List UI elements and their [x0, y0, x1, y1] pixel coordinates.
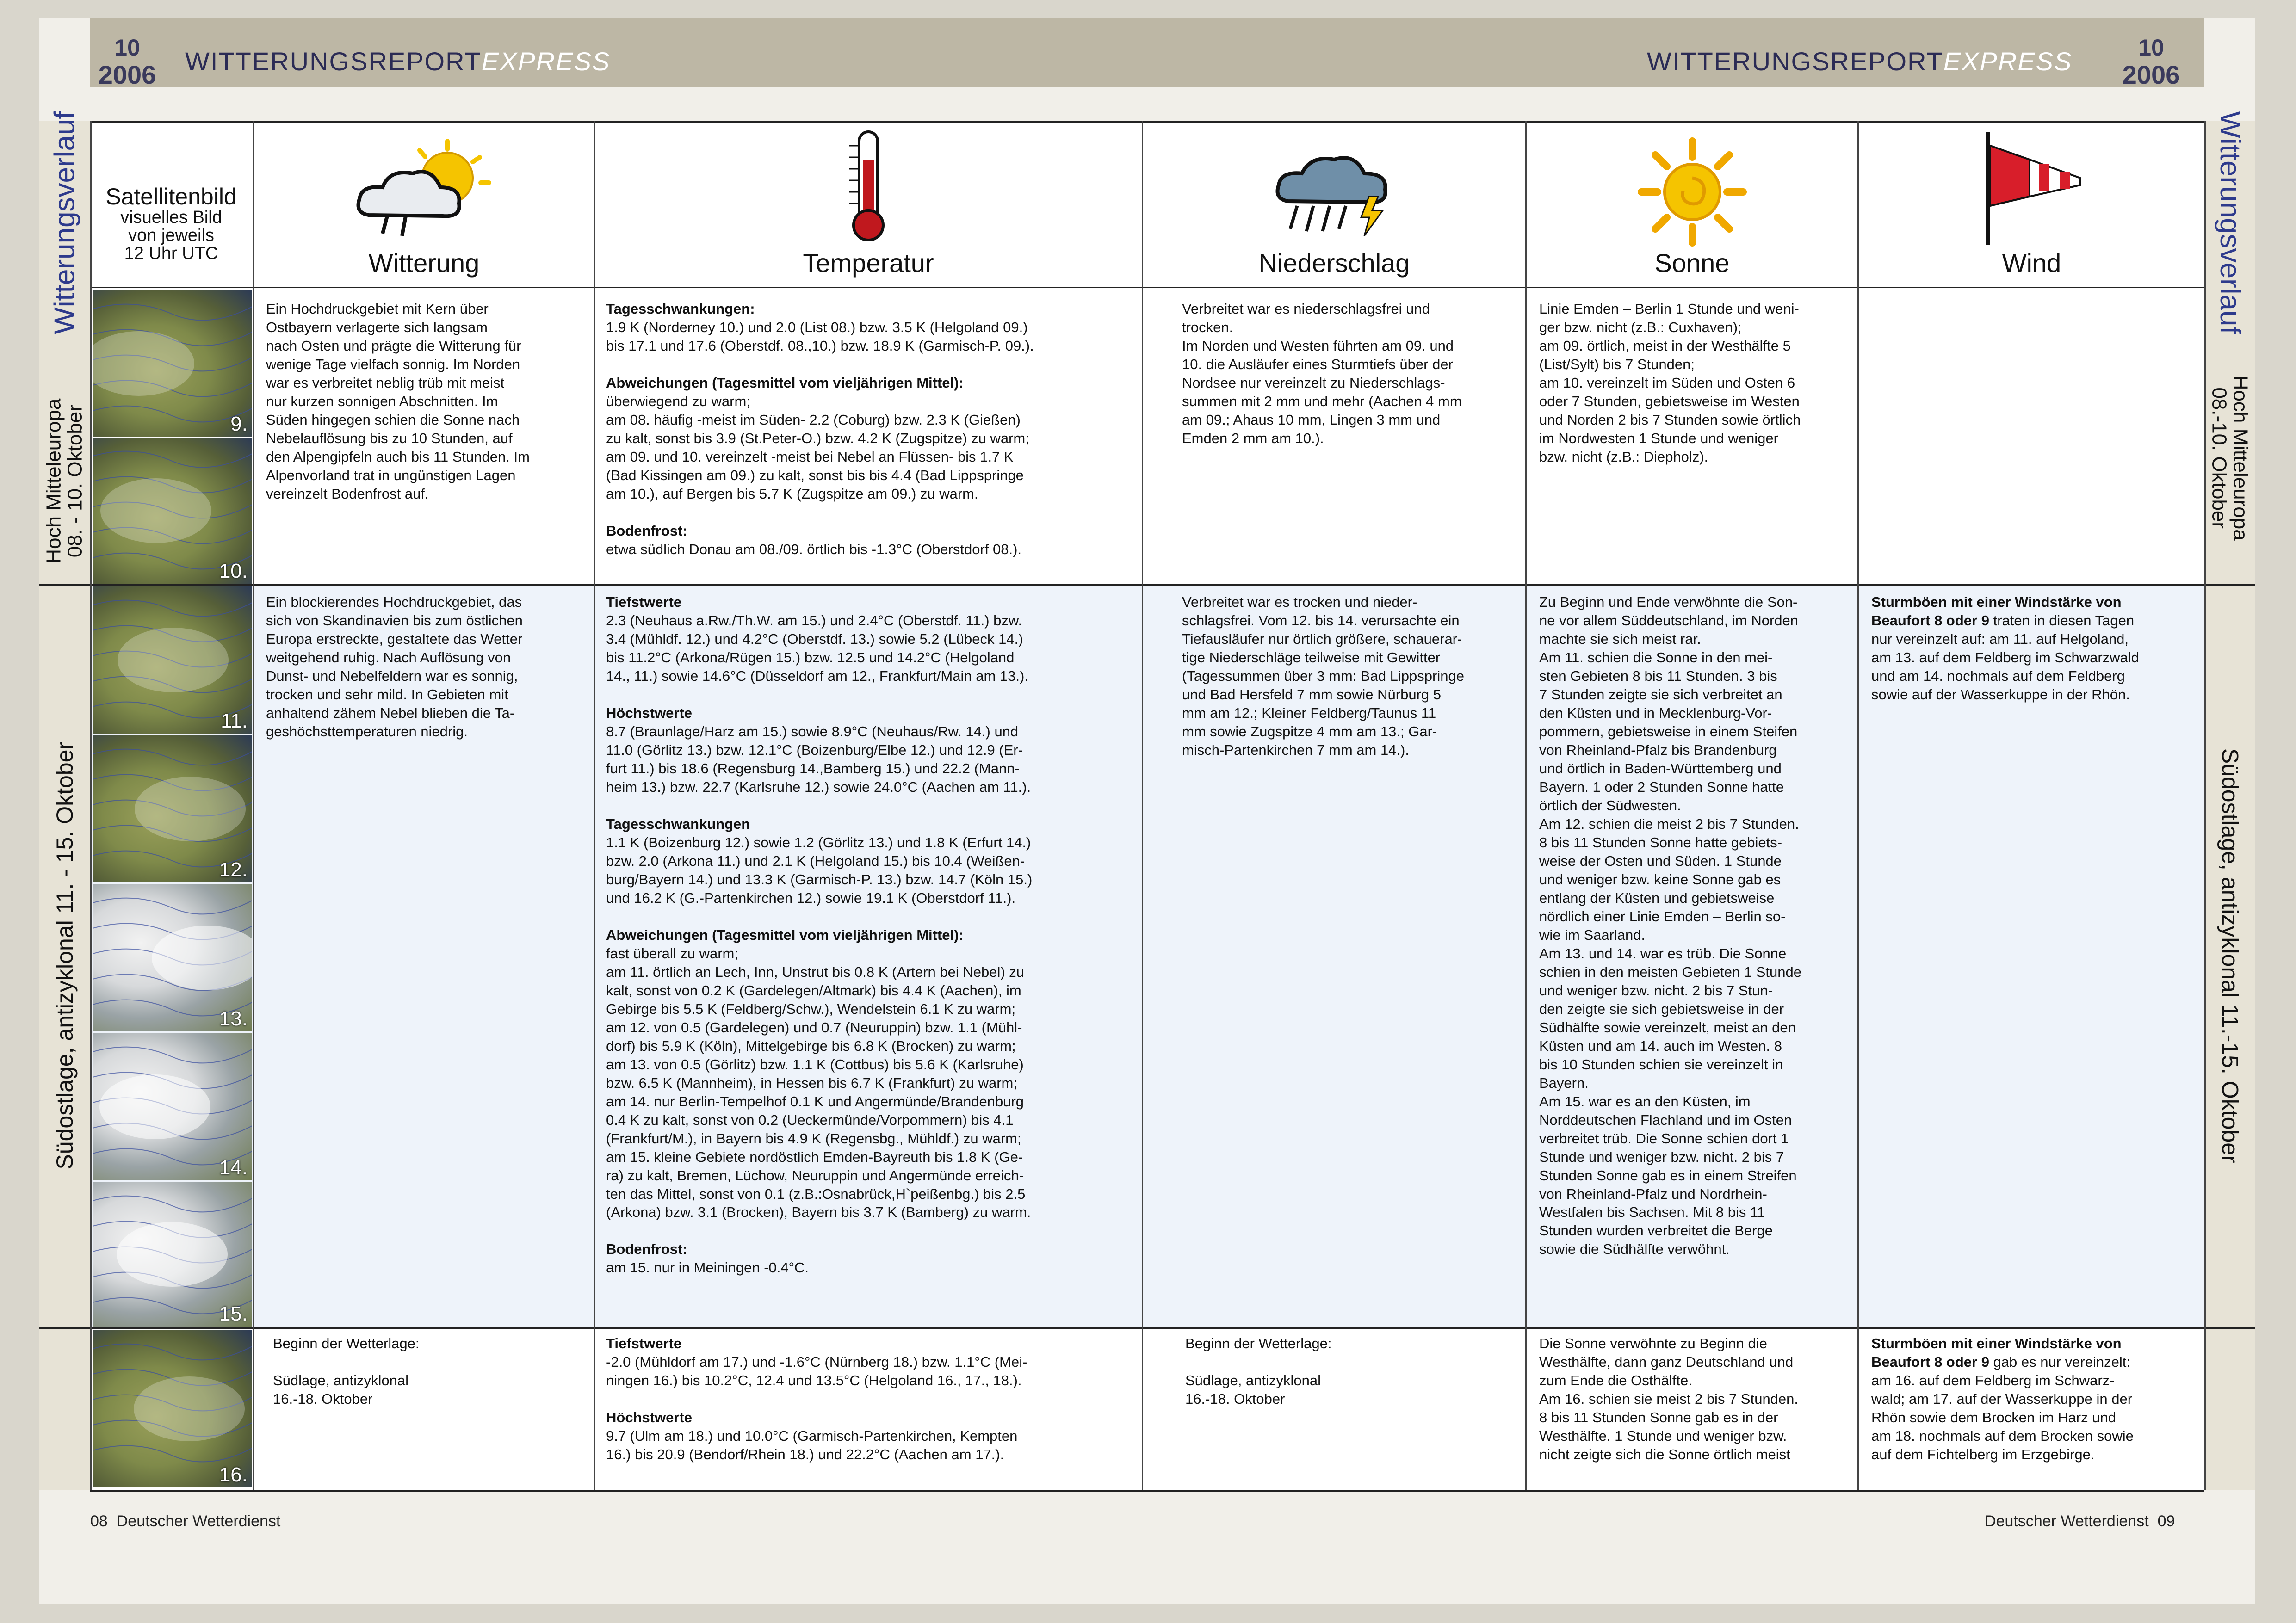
satellite-day-label: 13. [219, 1007, 248, 1030]
row2-label-right: Südostlage, antizyklonal 11.-15. Oktober [2217, 748, 2243, 1163]
row2-wind [1871, 593, 2200, 704]
temp-text: 2.3 (Neuhaus a.Rw./Th.W. am 15.) und 2.4°C (Oberstdf. 11.) bzw. 3.4 (Mühldf. 12.) und 4.2°C (Oberstdf. 13.) sowie 5.2 (Lübeck 14.) bis 11.2°C (Arkona/Rügen 15.) bzw. 12.5 und 14.2°C (Helgoland 14., 11.) sowie 14.6°C (Düsseldorf am 12., Frankfurt/Main am 13.). [606, 612, 1028, 684]
issue-month: 10 [2138, 35, 2164, 61]
publisher-right: Deutscher Wetterdienst [1985, 1512, 2149, 1530]
satellite-day-label: 10. [219, 560, 248, 582]
row1-niederschlag: Verbreitet war es niederschlagsfrei und trocken. Im Norden und Westen führten am 09. und 10. die Ausläufer eines Sturmtiefs über der Nordsee nur vereinzelt zu Niederschlags- summen mit 2 mm und mehr (Aachen 4 mm am 09.; Ahaus 10 mm, Lingen 3 mm und Emden 2 mm am 10.). [1182, 301, 1462, 446]
page-number-right: 09 [2157, 1512, 2175, 1530]
temp-heading: Tiefstwerte [606, 1335, 682, 1351]
temp-heading: Höchstwerte [606, 704, 693, 721]
temp-text: etwa südlich Donau am 08./09. örtlich bis -1.3°C (Oberstdorf 08.). [606, 541, 1022, 557]
satellite-image [93, 1033, 252, 1180]
issue-year: 2006 [98, 60, 156, 89]
footer-right [1985, 1512, 2175, 1530]
storm-cloud-icon [1269, 141, 1399, 247]
row3-witterung: Beginn der Wetterlage: Südlage, antizyklonal 16.-18. Oktober [273, 1335, 420, 1407]
satellite-image [93, 290, 252, 437]
issue-year: 2006 [2122, 60, 2180, 89]
column-witterung [254, 118, 594, 284]
cloud-sun-icon [350, 136, 498, 243]
title-main: WITTERUNGSREPORT [185, 47, 482, 76]
title-express: EXPRESS [481, 47, 611, 76]
temp-text: fast überall zu warm; am 11. örtlich an Lech, Inn, Unstrut bis 0.8 K (Artern bei Nebel) zu kalt, sonst von 0.2 K (Gardelegen/Altmark) bis 4.4 K (Aachen), im Gebirge bis 5.5 K (Feldberg/Schw.), Wendelstein 6.1 K zu warm; am 12. von 0.5 (Gardelegen) und 0.7 (Neuruppin) bzw. 1.1 (Mühl- dorf) bis 5.9 K (Köln), Mittelgebirge bis 6.8 K (Brocken) zu warm; am 13. von 0.5 (Görlitz) bzw. 1.1 K (Cottbus) bis 5.6 K (Karlsruhe) bzw. 6.5 K (Mannheim), in Hessen bis 6.7 K (Frankfurt) zu warm; am 14. nur Berlin-Tempelhof 0.1 K und Angermünde/Brandenburg 0.4 K zu kalt, sonst von 0.2 (Ueckermünde/Vorpommern) bis 4.1 (Frankfurt/M.), in Bayern bis 4.9 K (Regensbg., Mühldf.) zu warm; am 15. kleine Gebiete nordöstlich Emden-Bayreuth bis 1.8 K (Ge- ra) zu kalt, Bremen, Lüchow, Neuruppin und Angermünde erreich- ten das Mittel, sonst von 0.1 (z.B.:Osnabrück,H`peißenbg.) bis 2.5 (Arkona) bzw. 3.1 (Brocken), Bayern bis 3.7 K (Bamberg) zu warm. [606, 945, 1031, 1221]
windsock-icon [1974, 127, 2090, 247]
column-label: Witterung [368, 248, 480, 278]
satellite-image [93, 1182, 252, 1327]
title-main: WITTERUNGSREPORT [1647, 47, 1943, 76]
satellite-column-header [95, 185, 248, 262]
temp-text: 8.7 (Braunlage/Harz am 15.) sowie 8.9°C (Neuhaus/Rw. 14.) und 11.0 (Görlitz 13.) bzw. 12.1°C (Boizenburg/Elbe 12.) und 12.9 (Er- furt 11.) bis 18.6 (Regensburg 14.,Bamberg 15.) und 22.2 (Mann- heim 13.) bzw. 22.7 (Karlsruhe 12.) sowie 24.0°C (Aachen am 11.). [606, 723, 1031, 795]
column-sonne [1527, 118, 1857, 284]
report-title-left [185, 46, 610, 76]
row3-niederschlag: Beginn der Wetterlage: Südlage, antizyklonal 16.-18. Oktober [1185, 1335, 1332, 1407]
row1-sonne: Linie Emden – Berlin 1 Stunde und weni- ger bzw. nicht (z.B.: Cuxhaven); am 09. örtlich, meist in der Westhälfte 5 (List/Sylt) bis 7 Stunden; am 10. vereinzelt im Süden und Osten 6 oder 7 Stunden, gebietsweise im Westen und Norden 2 bis 7 Stunden sowie örtlich im Nordwesten 1 Stunde und weniger bzw. nicht (z.B.: Diepholz). [1539, 301, 1801, 465]
wind-bold: Sturmböen mit einer Windstärke von Beaufort 8 oder 9 [1871, 1335, 2122, 1370]
issue-month: 10 [114, 35, 140, 61]
satellite-day-label: 14. [219, 1156, 248, 1179]
satellite-day-label: 9. [230, 413, 248, 435]
column-label: Temperatur [803, 248, 934, 278]
row3-temperatur [606, 1334, 1138, 1464]
temp-text: überwiegend zu warm; am 08. häufig -meist im Süden- 2.2 (Coburg) bzw. 2.3 K (Gießen) zu kalt, sonst bis 3.9 (St.Peter-O.) bzw. 4.2 K (Zugspitze) zu warm; am 09. und 10. vereinzelt -meist bei Nebel an Flüssen- bis 1.7 K (Bad Kissingen am 09.) zu kalt, sonst bis bis 4.4 (Bad Lippspringe am 10.), auf Bergen bis 5.7 K (Zugspitze am 09.) zu warm. [606, 393, 1029, 502]
row1-temperatur [606, 300, 1138, 559]
temp-heading: Abweichungen (Tagesmittel vom vieljährigen Mittel): [606, 926, 964, 943]
map-overlay [93, 290, 252, 437]
satellite-day-label: 12. [219, 858, 248, 881]
col-rule [1142, 121, 1143, 1490]
satellite-image [93, 586, 252, 734]
temp-text: am 15. nur in Meiningen -0.4°C. [606, 1259, 809, 1276]
wind-bold: Sturmböen mit einer Windstärke von Beaufort 8 oder 9 [1871, 594, 2122, 629]
col-rule [90, 121, 92, 1490]
row1-witterung: Ein Hochdruckgebiet mit Kern über Ostbayern verlagerte sich langsam nach Osten und prägte die Witterung für wenige Tage vielfach sonnig. Im Norden war es verbreitet neblig trüb mit meist nur kurzen sonnigen Abschnitten. Im Süden hingegen schien die Sonne nach Nebelauflösung bis zu 10 Stunden, auf den Alpengipfeln auch bis 11 Stunden. Im Alpenvorland trat in ungünstigen Lagen vereinzelt Bodenfrost auf. [266, 301, 530, 502]
satellite-subtitle: von jeweils [128, 225, 214, 245]
satellite-subtitle: 12 Uhr UTC [124, 243, 218, 263]
satellite-day-label: 11. [221, 710, 248, 732]
satellite-image [93, 884, 252, 1031]
temp-heading: Höchstwerte [606, 1409, 693, 1426]
satellite-title: Satellitenbild [105, 184, 237, 210]
thermometer-icon [841, 127, 896, 243]
col-rule [253, 121, 254, 1490]
row2-witterung: Ein blockierendes Hochdruckgebiet, das sich von Skandinavien bis zum östlichen Europa erstreckte, gestaltete das Wetter weitgehend ruhig. Nach Auflösung von Dunst- und Nebelfeldern war es sonnig, trocken und sehr mild. In Gebieten mit anhaltend zähem Nebel blieben die Ta- geshöchsttemperaturen niedrig. [266, 594, 523, 740]
satellite-image [93, 438, 252, 584]
temp-heading: Bodenfrost: [606, 522, 687, 539]
wind-text: traten in diesen Tagen nur vereinzelt auf: am 11. auf Helgoland, am 13. auf dem Feldberg im Schwarzwald und am 14. nochmals auf dem Feldberg sowie auf der Wasserkuppe in der Rhön. [1871, 612, 2139, 703]
column-label: Sonne [1654, 248, 1730, 278]
temp-text: 9.7 (Ulm am 18.) und 10.0°C (Garmisch-Partenkirchen, Kempten 16.) bis 20.9 (Bendorf/Rhein 18.) und 22.2°C (Aachen am 17.). [606, 1427, 1018, 1463]
temp-heading: Tagesschwankungen: [606, 301, 755, 317]
temp-text: 1.1 K (Boizenburg 12.) sowie 1.2 (Görlitz 13.) und 1.8 K (Erfurt 14.) bzw. 2.0 (Arkona 11.) und 2.1 K (Helgoland 15.) bis 10.4 (Weißen- burg/Bayern 14.) und 13.3 K (Garmisch-P. 13.) bzw. 14.7 (Köln 15.) und 16.2 K (G.-Partenkirchen 12.) sowie 19.1 K (Oberstdorf 11.). [606, 834, 1033, 906]
satellite-day-label: 16. [219, 1463, 248, 1486]
column-label: Wind [2002, 248, 2061, 278]
temp-heading: Bodenfrost: [606, 1241, 687, 1258]
publisher-left: Deutscher Wetterdienst [116, 1512, 281, 1530]
col-rule [594, 121, 595, 1490]
footer-left [90, 1512, 280, 1530]
rule-row2 [39, 1327, 2255, 1329]
section-title-left: Witterungsverlauf [49, 111, 81, 335]
sun-icon [1637, 136, 1748, 247]
temp-text: 1.9 K (Norderney 10.) und 2.0 (List 08.) bzw. 3.5 K (Helgoland 09.) bis 17.1 und 17.6 (Oberstdf. 08.,10.) bzw. 18.9 K (Garmisch-P. 09.). [606, 319, 1034, 354]
temp-heading: Abweichungen (Tagesmittel vom vieljährigen Mittel): [606, 374, 964, 391]
issue-number-left [95, 36, 160, 88]
row3-wind [1871, 1334, 2200, 1464]
column-temperatur [595, 118, 1142, 284]
report-title-right [1647, 46, 2072, 76]
satellite-subtitle: visuelles Bild [120, 208, 222, 227]
wind-text: gab es nur vereinzelt: am 16. auf dem Feldberg im Schwarz- wald; am 17. auf der Wasserkuppe in der Rhön sowie dem Brocken im Harz und am 18. nochmals auf dem Brocken sowie auf dem Fichtelberg im Erzgebirge. [1871, 1353, 2134, 1463]
row2-niederschlag: Verbreitet war es trocken und nieder- schlagsfrei. Vom 12. bis 14. verursachte ein Tiefausläufer nur örtlich größere, schauerar- tige Niederschläge teilweise mit Gewitter (Tagessummen über 3 mm: Bad Lippspringe und Bad Hersfeld 7 mm sowie Nürburg 5 mm am 12.; Kleiner Feldberg/Taunus 11 mm sowie Zugspitze 4 mm am 13.; Gar- misch-Partenkirchen 7 mm am 14.). [1182, 594, 1464, 758]
row2-temperatur [606, 593, 1138, 1277]
column-wind [1859, 118, 2204, 284]
issue-number-right [2119, 36, 2184, 88]
temp-heading: Tagesschwankungen [606, 815, 750, 832]
title-express: EXPRESS [1943, 47, 2073, 76]
row3-sonne: Die Sonne verwöhnte zu Beginn die Westhälfte, dann ganz Deutschland und zum Ende die Osthälfte. Am 16. schien sie meist 2 bis 7 Stunden. 8 bis 11 Stunden Sonne gab es in der Westhälfte. 1 Stunde und weniger bzw. nicht zeigte sich die Sonne örtlich meist [1539, 1335, 1799, 1463]
temp-heading: Tiefstwerte [606, 594, 682, 610]
row1-label-right: Hoch Mitteleuropa 08.-10. Oktober [2208, 375, 2253, 541]
rule-head [90, 287, 2204, 288]
row2-label-left: Südostlage, antizyklonal 11. - 15. Oktober [51, 741, 78, 1170]
satellite-day-label: 15. [219, 1302, 248, 1325]
satellite-image [93, 735, 252, 882]
col-rule [1857, 121, 1859, 1490]
temp-text: -2.0 (Mühldorf am 17.) und -1.6°C (Nürnberg 18.) bzw. 1.1°C (Mei- ningen 16.) bis 10.2°C, 12.4 und 13.5°C (Helgoland 16., 17., 18.). [606, 1353, 1027, 1388]
rule-row1 [39, 584, 2255, 586]
page-number-left: 08 [90, 1512, 108, 1530]
section-title-right: Witterungsverlauf [2214, 111, 2246, 335]
satellite-image [93, 1330, 252, 1487]
column-label: Niederschlag [1258, 248, 1410, 278]
row2-sonne: Zu Beginn und Ende verwöhnte die Son- ne vor allem Süddeutschland, im Norden machte sie sich meist rar. Am 11. schien die Sonne in den mei- sten Gebieten 8 bis 11 Stunden. 3 bis 7 Stunden zeigte sie sich verbreitet an den Küsten und in Mecklenburg-Vor- pommern, gebietsweise in einem Steifen von Rheinland-Pfalz bis Brandenburg und örtlich in Baden-Württemberg und Bayern. 1 oder 2 Stunden Sonne hatte örtlich der Südwesten. Am 12. schien die meist 2 bis 7 Stunden. 8 bis 11 Stunden Sonne hatte gebiets- weise der Osten und Süden. 1 Stunde und weniger bzw. keine Sonne gab es entlang der Küsten und gebietsweise nördlich einer Linie Emden – Berlin so- wie im Saarland. Am 13. und 14. war es trüb. Die Sonne schien in den meisten Gebieten 1 Stunde und weniger bzw. nicht. 2 bis 7 Stun- den zeigte sie sich gebietsweise in der Südhälfte sowie vereinzelt, meist an den Küsten und am 14. auch im Westen. 8 bis 10 Stunden schien sie vereinzelt in Bayern. Am 15. war es an den Küsten, im Norddeutschen Flachland und im Osten verbreitet trüb. Die Sonne schien dort 1 Stunde und weniger bzw. nicht. 2 bis 7 Stunden Sonne gab es in einem Streifen von Rheinland-Pfalz und Nordrhein- Westfalen bis Sachsen. Mit 8 bis 11 Stunden wurden verbreitet die Berge sowie die Südhälfte verwöhnt. [1539, 594, 1801, 1258]
row1-label-left: Hoch Mitteleuropa 08. - 10. Oktober [42, 398, 87, 564]
rule-bottom [90, 1490, 2204, 1492]
column-niederschlag [1143, 118, 1525, 284]
